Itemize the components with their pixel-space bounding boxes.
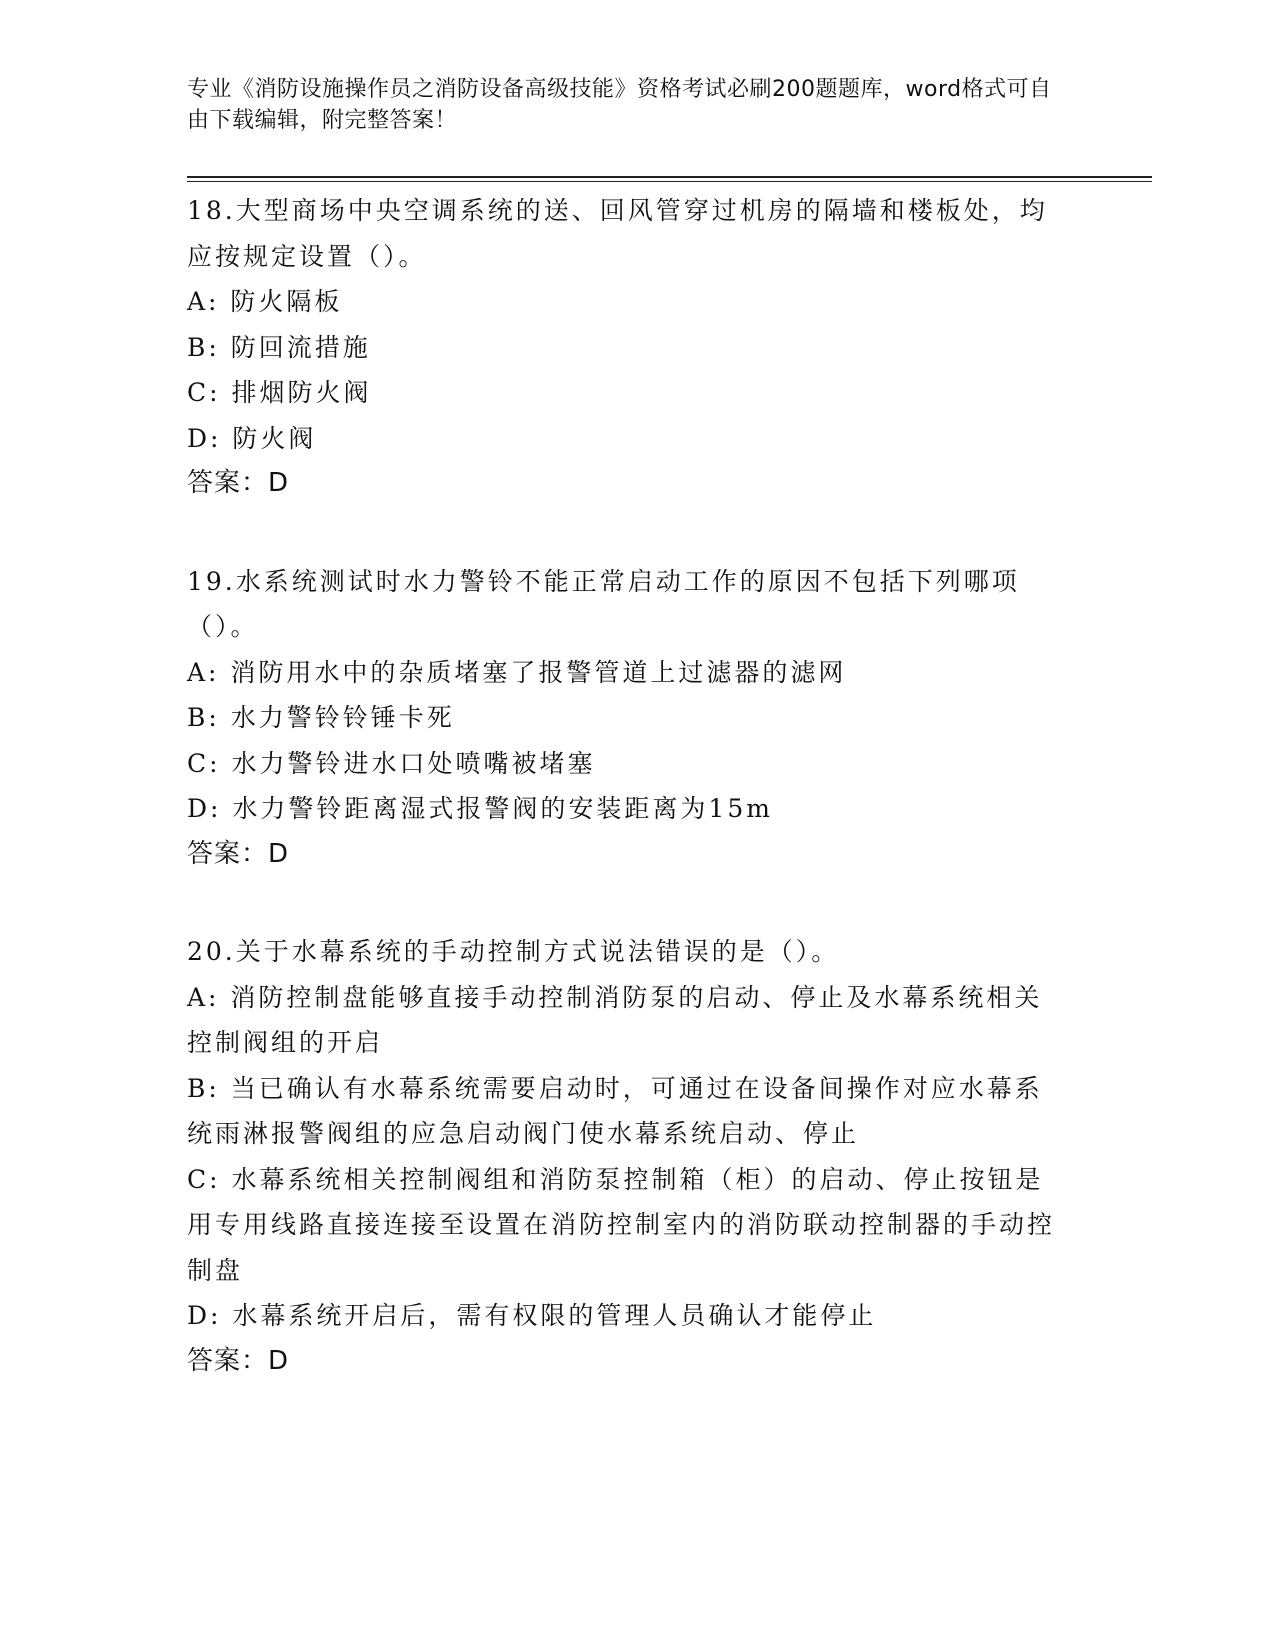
answer: 答案：D (187, 838, 290, 869)
option-b: B: 当已确认有水幕系统需要启动时，可通过在设备间操作对应水幕系统雨淋报警阀组的应急启动阀门使水幕系统启动、停止 (187, 1073, 1043, 1148)
option-a: A: 消防用水中的杂质堵塞了报警管道上过滤器的滤网 (187, 657, 847, 687)
question-18 (187, 188, 1067, 507)
answer: 答案：D (187, 1345, 290, 1376)
option-d: D: 防火阀 (187, 423, 317, 453)
option-d: D: 水力警铃距离湿式报警阀的安装距离为15m (187, 794, 773, 823)
question-20 (187, 929, 1067, 1384)
option-a: A: 防火隔板 (187, 287, 343, 316)
question-stem: 20.关于水幕系统的手动控制方式说法错误的是（）。 (187, 937, 840, 966)
option-c: C: 排烟防火阀 (187, 378, 372, 407)
option-d: D: 水幕系统开启后，需有权限的管理人员确认才能停止 (187, 1301, 877, 1330)
question-19 (187, 559, 1067, 878)
answer: 答案：D (187, 468, 290, 498)
option-b: B: 防回流措施 (187, 332, 371, 362)
question-stem: 18.大型商场中央空调系统的送、回风管穿过机房的隔墙和楼板处，均应按规定设置（）。 (187, 196, 1048, 271)
option-b: B: 水力警铃铃锤卡死 (187, 703, 455, 732)
question-list (187, 188, 1067, 1436)
document-header: 专业《消防设施操作员之消防设备高级技能》资格考试必刷200题题库，word格式可自由下载编辑，附完整答案！ (187, 77, 1052, 133)
header-divider-bottom (187, 181, 1152, 182)
option-c: C: 水幕系统相关控制阀组和消防泵控制箱（柜）的启动、停止按钮是用专用线路直接连接至设置在消防控制室内的消防联动控制器的手动控制盘 (187, 1164, 1056, 1285)
header-divider-top (187, 176, 1152, 178)
option-a: A: 消防控制盘能够直接手动控制消防泵的启动、停止及水幕系统相关控制阀组的开启 (187, 982, 1043, 1057)
question-stem: 19.水系统测试时水力警铃不能正常启动工作的原因不包括下列哪项（）。 (187, 566, 1020, 641)
option-c: C: 水力警铃进水口处喷嘴被堵塞 (187, 748, 596, 778)
